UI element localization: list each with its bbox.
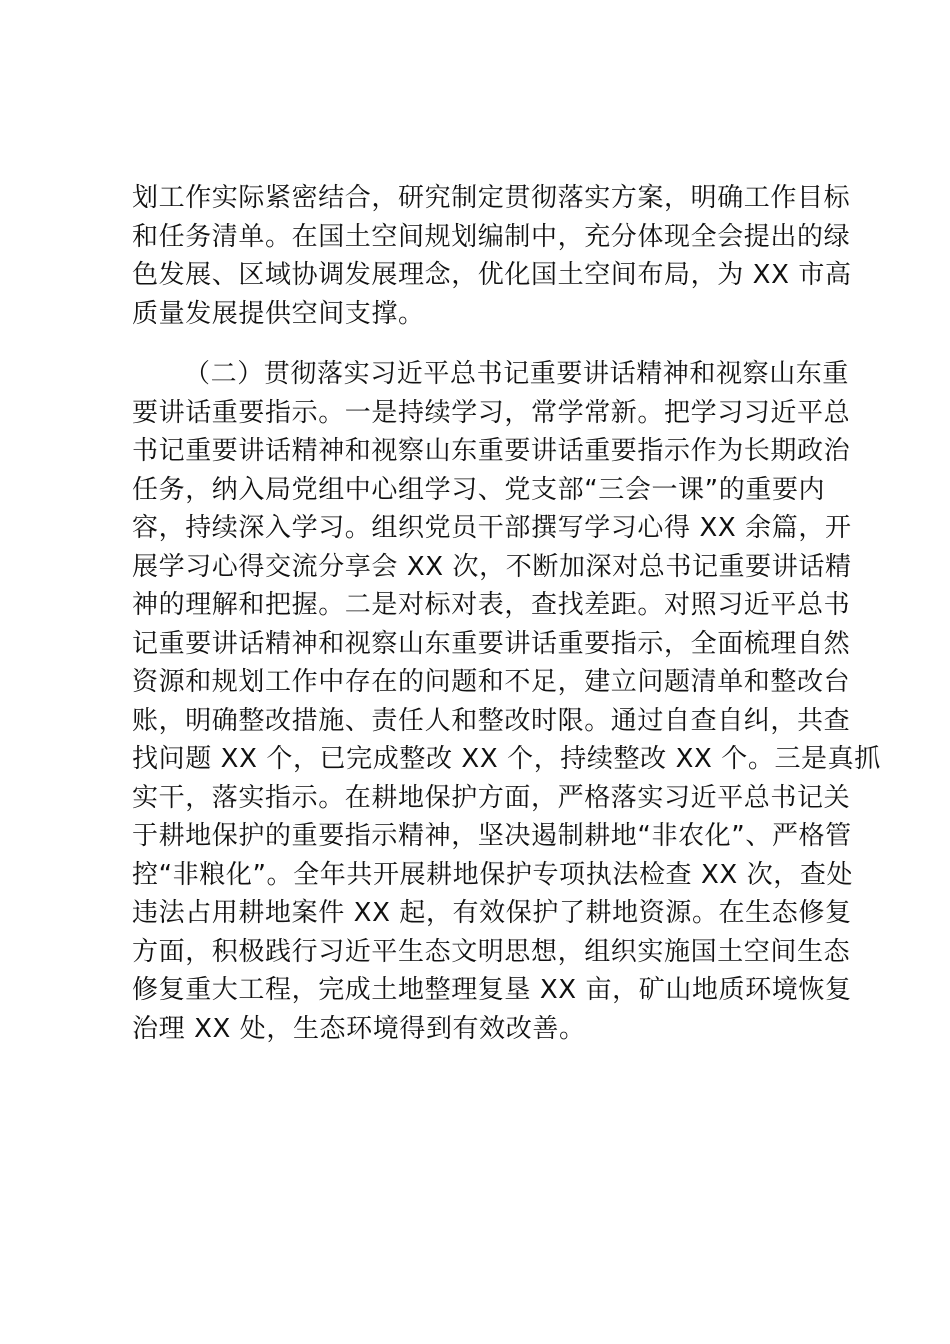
paragraph-line: 书记重要讲话精神和视察山东重要讲话重要指示作为长期政治 [132, 436, 851, 466]
paragraph-line: 于耕地保护的重要指示精神，坚决遏制耕地“非农化”、严格管 [132, 821, 852, 851]
paragraph-line: 任务，纳入局党组中心组学习、党支部“三会一课”的重要内 [132, 474, 826, 505]
paragraph-line: 展学习心得交流分享会 XX 次，不断加深对总书记重要讲话精 [132, 551, 852, 582]
paragraph-line: 方面，积极践行习近平生态文明思想，组织实施国土空间生态 [132, 936, 851, 967]
paragraph-line: 质量发展提供空间支撑。 [132, 298, 425, 329]
paragraph-line: 记重要讲话精神和视察山东重要讲话重要指示，全面梳理自然 [132, 628, 851, 659]
paragraph-line: 容，持续深入学习。组织党员干部撰写学习心得 XX 余篇，开 [132, 513, 852, 543]
paragraph-line: 控“非粮化”。全年共开展耕地保护专项执法检查 XX 次，查处 [132, 859, 854, 890]
paragraph-line: 账，明确整改措施、责任人和整改时限。通过自查自纠，共查 [132, 705, 851, 736]
paragraph-line: 找问题 XX 个，已完成整改 XX 个，持续整改 XX 个。三是真抓 [132, 744, 881, 774]
section-heading-line: （二）贯彻落实习近平总书记重要讲话精神和视察山东重 [184, 359, 850, 389]
paragraph-line: 修复重大工程，完成土地整理复垦 XX 亩，矿山地质环境恢复 [132, 975, 852, 1005]
paragraph-line: 资源和规划工作中存在的问题和不足，建立问题清单和整改台 [132, 667, 851, 697]
paragraph-continuation [132, 179, 852, 333]
paragraph-line: 要讲话重要指示。一是持续学习，常学常新。把学习习近平总 [132, 397, 851, 428]
paragraph-line: 违法占用耕地案件 XX 起，有效保护了耕地资源。在生态修复 [132, 898, 852, 928]
paragraph-line: 划工作实际紧密结合，研究制定贯彻落实方案，明确工作目标 [132, 183, 851, 213]
paragraph-line: 和任务清单。在国土空间规划编制中，充分体现全会提出的绿 [132, 221, 851, 252]
paragraph-section-two [132, 355, 881, 1048]
paragraph-line: 实干，落实指示。在耕地保护方面，严格落实习近平总书记关 [132, 782, 851, 813]
paragraph-line: 神的理解和把握。二是对标对表，查找差距。对照习近平总书 [132, 590, 851, 620]
paragraph-line: 治理 XX 处，生态环境得到有效改善。 [132, 1013, 586, 1044]
paragraph-line: 色发展、区域协调发展理念，优化国土空间布局，为 XX 市高 [132, 260, 852, 290]
